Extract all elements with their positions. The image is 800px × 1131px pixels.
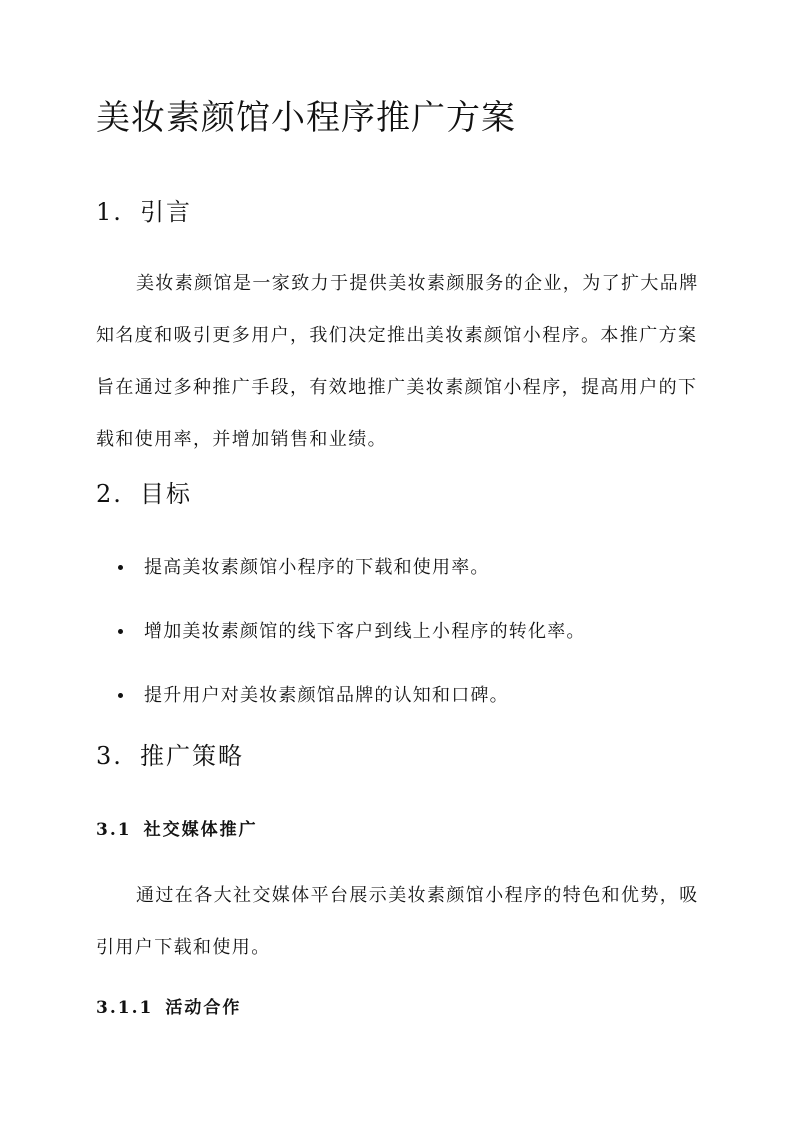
section-number: 3. [96, 742, 123, 770]
list-item-text: 提升用户对美妆素颜馆品牌的认知和口碑。 [144, 685, 509, 706]
list-item-text: 提高美妆素颜馆小程序的下载和使用率。 [144, 557, 490, 578]
bullet-icon [118, 693, 123, 698]
subsection-title: 社交媒体推广 [143, 820, 258, 840]
section-title: 目标 [140, 480, 192, 508]
subsection-heading-social-media [96, 816, 258, 844]
subsection-heading-activity-cooperation [96, 994, 241, 1022]
subsection-number: 3.1 [96, 820, 132, 840]
document-title: 美妆素颜馆小程序推广方案 [96, 98, 516, 138]
goals-list [118, 548, 586, 740]
introduction-paragraph: 美妆素颜馆是一家致力于提供美妆素颜服务的企业，为了扩大品牌知名度和吸引更多用户，我们决定推出美妆素颜馆小程序。本推广方案旨在通过多种推广手段，有效地推广美妆素颜馆小程序，提高用户的下载和使用率，并增加销售和业绩。 [96, 273, 699, 450]
bullet-icon [118, 629, 123, 634]
section-heading-goals [96, 476, 192, 512]
subsection-title: 活动合作 [165, 998, 242, 1018]
list-item [118, 548, 586, 612]
list-item [118, 676, 586, 740]
list-item-text: 增加美妆素颜馆的线下客户到线上小程序的转化率。 [144, 621, 586, 642]
section-heading-introduction [96, 194, 192, 230]
section-title: 推广策略 [140, 742, 244, 770]
section-heading-strategy [96, 738, 244, 774]
section-number: 2. [96, 480, 123, 508]
section-title: 引言 [140, 198, 192, 226]
bullet-icon [118, 565, 123, 570]
section-number: 1. [96, 198, 123, 226]
list-item [118, 612, 586, 676]
social-media-paragraph: 通过在各大社交媒体平台展示美妆素颜馆小程序的特色和优势，吸引用户下载和使用。 [96, 885, 699, 958]
subsection-number: 3.1.1 [96, 998, 154, 1018]
